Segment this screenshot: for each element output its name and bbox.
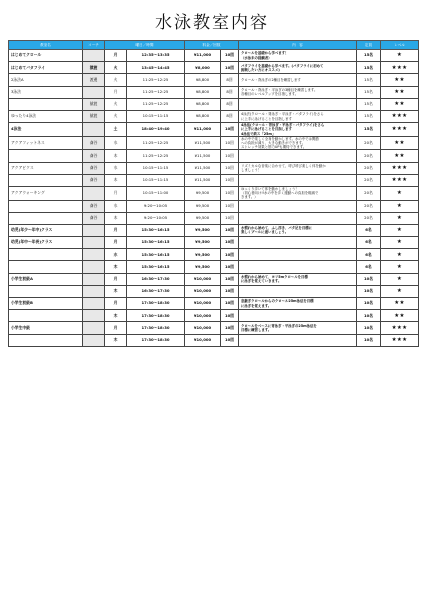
table-row bbox=[9, 86, 419, 98]
coach-cell bbox=[83, 298, 105, 310]
time-cell: 17:30〜18:30 bbox=[127, 322, 185, 334]
class-name-cell bbox=[9, 200, 83, 212]
fee-cell: ¥11,000 bbox=[185, 123, 221, 137]
table-row bbox=[9, 212, 419, 224]
time-cell: 11:25〜12:25 bbox=[127, 136, 185, 150]
capacity-cell: 20名 bbox=[357, 150, 381, 162]
capacity-cell: 15名 bbox=[357, 50, 381, 62]
day-cell: 水 bbox=[105, 200, 127, 212]
description-cell bbox=[239, 249, 357, 261]
class-name-cell bbox=[9, 285, 83, 297]
class-name-cell: アクアビクス bbox=[9, 162, 83, 174]
table-row bbox=[9, 123, 419, 137]
day-cell: 土 bbox=[105, 123, 127, 137]
time-cell: 13:45〜14:45 bbox=[127, 62, 185, 74]
coach-cell: 猿渡 bbox=[83, 98, 105, 110]
count-cell: 8回 bbox=[221, 74, 239, 86]
count-cell: 10回 bbox=[221, 212, 239, 224]
count-cell: 10回 bbox=[221, 150, 239, 162]
time-cell: 10:15〜11:15 bbox=[127, 162, 185, 174]
level-stars-cell: ★★ bbox=[381, 74, 419, 86]
class-name-cell: 4泳法 bbox=[9, 123, 83, 137]
class-name-cell bbox=[9, 212, 83, 224]
capacity-cell: 10名 bbox=[357, 298, 381, 310]
day-cell: 月 bbox=[105, 273, 127, 285]
day-cell: 火 bbox=[105, 62, 127, 74]
count-cell: 10回 bbox=[221, 174, 239, 186]
description-cell: 水慣れから始めて、ヨリ5mクロールを目標 に泳ぎを覚えていきます。 bbox=[239, 273, 357, 285]
capacity-cell: 15名 bbox=[357, 98, 381, 110]
coach-cell: 猿渡 bbox=[83, 110, 105, 122]
table-row bbox=[9, 110, 419, 122]
level-stars-cell: ★ bbox=[381, 237, 419, 249]
description-cell bbox=[239, 98, 357, 110]
table-row bbox=[9, 285, 419, 297]
table-header-row bbox=[9, 41, 419, 50]
coach-cell bbox=[83, 322, 105, 334]
coach-cell bbox=[83, 224, 105, 236]
coach-cell bbox=[83, 123, 105, 137]
coach-cell bbox=[83, 86, 105, 98]
capacity-cell: 20名 bbox=[357, 136, 381, 150]
count-cell: 10回 bbox=[221, 186, 239, 200]
day-cell: 木 bbox=[105, 150, 127, 162]
description-cell bbox=[239, 174, 357, 186]
time-cell: 9:20〜10:05 bbox=[127, 200, 185, 212]
level-stars-cell: ★★ bbox=[381, 150, 419, 162]
day-cell: 月 bbox=[105, 186, 127, 200]
table-row bbox=[9, 261, 419, 273]
coach-cell bbox=[83, 261, 105, 273]
table-row bbox=[9, 249, 419, 261]
capacity-cell: 15名 bbox=[357, 123, 381, 137]
description-cell: クロール・背泳ぎ・平泳ぎの3種目を練習します。 各種目のレベルアップを目指します。 bbox=[239, 86, 357, 98]
time-cell: 17:30〜18:30 bbox=[127, 334, 185, 346]
class-name-cell bbox=[9, 98, 83, 110]
coach-cell: 斎谷 bbox=[83, 136, 105, 150]
coach-cell bbox=[83, 285, 105, 297]
class-name-cell bbox=[9, 334, 83, 346]
time-cell: 10:15〜11:00 bbox=[127, 186, 185, 200]
fee-cell: ¥9,500 bbox=[185, 224, 221, 236]
day-cell: 火 bbox=[105, 98, 127, 110]
coach-cell: 斎谷 bbox=[83, 162, 105, 174]
description-cell: クロール・背泳ぎの2種目を練習します bbox=[239, 74, 357, 86]
table-row bbox=[9, 200, 419, 212]
day-cell: 木 bbox=[105, 261, 127, 273]
description-cell: バタフライを基礎から学べます。(バタフライに初めて 挑戦したい方にオススメ) bbox=[239, 62, 357, 74]
header-level: レベル bbox=[381, 41, 419, 50]
header-coach: コーチ bbox=[83, 41, 105, 50]
level-stars-cell: ★ bbox=[381, 273, 419, 285]
class-name-cell: はじめてバタフライ bbox=[9, 62, 83, 74]
fee-cell: ¥9,500 bbox=[185, 212, 221, 224]
class-name-cell bbox=[9, 261, 83, 273]
day-cell: 月 bbox=[105, 224, 127, 236]
table-row bbox=[9, 150, 419, 162]
fee-cell: ¥9,500 bbox=[185, 200, 221, 212]
fee-cell: ¥8,800 bbox=[185, 98, 221, 110]
time-cell: 16:30〜17:30 bbox=[127, 273, 185, 285]
time-cell: 15:30〜16:15 bbox=[127, 224, 185, 236]
description-cell: クロールを基礎から学べます！ （水泳未の経験者） bbox=[239, 50, 357, 62]
level-stars-cell: ★★★ bbox=[381, 123, 419, 137]
level-stars-cell: ★ bbox=[381, 285, 419, 297]
class-name-cell: 幼児(年中〜年長)クラス bbox=[9, 237, 83, 249]
coach-cell bbox=[83, 237, 105, 249]
level-stars-cell: ★★★ bbox=[381, 110, 419, 122]
day-cell: 月 bbox=[105, 50, 127, 62]
table-row bbox=[9, 136, 419, 150]
day-cell: 木 bbox=[105, 310, 127, 322]
header-class-name: 教室名 bbox=[9, 41, 83, 50]
page-title: 水泳教室内容 bbox=[155, 13, 269, 33]
level-stars-cell: ★★★ bbox=[381, 174, 419, 186]
fee-cell: ¥10,000 bbox=[185, 322, 221, 334]
fee-cell: ¥9,500 bbox=[185, 237, 221, 249]
fee-cell: ¥8,800 bbox=[185, 74, 221, 86]
header-day-time: 曜日／時間 bbox=[105, 41, 185, 50]
time-cell: 10:15〜11:15 bbox=[127, 110, 185, 122]
day-cell: 水 bbox=[105, 162, 127, 174]
coach-cell: 渡邊 bbox=[83, 74, 105, 86]
class-name-cell: 小学生初級A bbox=[9, 273, 83, 285]
description-cell bbox=[239, 261, 357, 273]
capacity-cell: 6名 bbox=[357, 261, 381, 273]
class-name-cell: 小学生中級 bbox=[9, 322, 83, 334]
description-cell: 4泳法(クロール・背泳ぎ・平泳ぎ・バタフライ)をさら に上手に泳げることを目指します bbox=[239, 110, 357, 122]
day-cell: 水 bbox=[105, 136, 127, 150]
day-cell: 月 bbox=[105, 86, 127, 98]
description-cell bbox=[239, 310, 357, 322]
count-cell: 10回 bbox=[221, 136, 239, 150]
time-cell: 10:15〜11:15 bbox=[127, 174, 185, 186]
time-cell: 16:30〜17:30 bbox=[127, 285, 185, 297]
table-row bbox=[9, 273, 419, 285]
header-capacity: 定員 bbox=[357, 41, 381, 50]
count-cell: 10回 bbox=[221, 62, 239, 74]
table-row bbox=[9, 162, 419, 174]
coach-cell: 斎谷 bbox=[83, 150, 105, 162]
count-cell: 8回 bbox=[221, 98, 239, 110]
class-name-cell: 3泳法 bbox=[9, 86, 83, 98]
description-cell bbox=[239, 150, 357, 162]
capacity-cell: 10名 bbox=[357, 310, 381, 322]
coach-cell: 斎谷 bbox=[83, 200, 105, 212]
coach-cell: 猿渡 bbox=[83, 62, 105, 74]
count-cell: 10回 bbox=[221, 310, 239, 322]
description-cell bbox=[239, 212, 357, 224]
fee-cell: ¥11,500 bbox=[185, 162, 221, 174]
capacity-cell: 6名 bbox=[357, 237, 381, 249]
fee-cell: ¥8,800 bbox=[185, 110, 221, 122]
count-cell: 8回 bbox=[221, 86, 239, 98]
class-name-cell bbox=[9, 150, 83, 162]
capacity-cell: 15名 bbox=[357, 62, 381, 74]
level-stars-cell: ★ bbox=[381, 224, 419, 236]
description-cell: 息継ぎクロールからのクロール25m泳法を目標 に泳ぎを覚えます。 bbox=[239, 298, 357, 310]
capacity-cell: 10名 bbox=[357, 334, 381, 346]
table-row bbox=[9, 310, 419, 322]
capacity-cell: 6名 bbox=[357, 249, 381, 261]
class-name-cell: 2泳法A bbox=[9, 74, 83, 86]
fee-cell: ¥11,500 bbox=[185, 136, 221, 150]
count-cell: 10回 bbox=[221, 200, 239, 212]
capacity-cell: 20名 bbox=[357, 186, 381, 200]
class-name-cell: 小学生初級B bbox=[9, 298, 83, 310]
level-stars-cell: ★★ bbox=[381, 298, 419, 310]
count-cell: 10回 bbox=[221, 285, 239, 297]
level-stars-cell: ★ bbox=[381, 200, 419, 212]
time-cell: 11:25〜12:25 bbox=[127, 74, 185, 86]
time-cell: 15:30〜16:15 bbox=[127, 261, 185, 273]
class-name-cell bbox=[9, 249, 83, 261]
time-cell: 17:30〜18:30 bbox=[127, 298, 185, 310]
description-cell bbox=[239, 200, 357, 212]
count-cell: 10回 bbox=[221, 298, 239, 310]
capacity-cell: 20名 bbox=[357, 162, 381, 174]
fee-cell: ¥10,000 bbox=[185, 334, 221, 346]
description-cell bbox=[239, 334, 357, 346]
fee-cell: ¥10,000 bbox=[185, 273, 221, 285]
capacity-cell: 10名 bbox=[357, 285, 381, 297]
day-cell: 火 bbox=[105, 110, 127, 122]
class-name-cell: 幼児(年少〜年中)クラス bbox=[9, 224, 83, 236]
table-row bbox=[9, 322, 419, 334]
class-name-cell: アクアウォーキング bbox=[9, 186, 83, 200]
level-stars-cell: ★ bbox=[381, 249, 419, 261]
header-fee-count: 料金／回数 bbox=[185, 41, 239, 50]
header-content: 内 容 bbox=[239, 41, 357, 50]
table-row bbox=[9, 62, 419, 74]
time-cell: 11:25〜12:25 bbox=[127, 150, 185, 162]
description-cell: 4泳法(クロール・背泳ぎ・平泳ぎ・バタフライ)をさら に上手に泳げることを目指します 4泳法で終ス「25m」 bbox=[239, 123, 357, 137]
capacity-cell: 15名 bbox=[357, 110, 381, 122]
fee-cell: ¥11,500 bbox=[185, 150, 221, 162]
time-cell: 18:40〜19:40 bbox=[127, 123, 185, 137]
time-cell: 11:25〜12:25 bbox=[127, 86, 185, 98]
capacity-cell: 6名 bbox=[357, 224, 381, 236]
coach-cell bbox=[83, 186, 105, 200]
day-cell: 火 bbox=[105, 74, 127, 86]
count-cell: 10回 bbox=[221, 322, 239, 334]
time-cell: 17:30〜18:30 bbox=[127, 310, 185, 322]
level-stars-cell: ★ bbox=[381, 186, 419, 200]
fee-cell: ¥10,000 bbox=[185, 285, 221, 297]
description-cell: リズミカルな音楽に合わせて、呼び呼び楽しく体を動か しましょう！ bbox=[239, 162, 357, 174]
level-stars-cell: ★ bbox=[381, 50, 419, 62]
level-stars-cell: ★ bbox=[381, 212, 419, 224]
day-cell: 木 bbox=[105, 334, 127, 346]
table-row bbox=[9, 98, 419, 110]
class-name-cell bbox=[9, 174, 83, 186]
capacity-cell: 20名 bbox=[357, 174, 381, 186]
class-schedule-table bbox=[8, 40, 419, 347]
level-stars-cell: ★★★ bbox=[381, 334, 419, 346]
fee-cell: ¥10,000 bbox=[185, 310, 221, 322]
coach-cell bbox=[83, 273, 105, 285]
day-cell: 水 bbox=[105, 249, 127, 261]
description-cell: クロールをベースに背泳ぎ・平泳ぎの25m泳法を 目標に練習します。 bbox=[239, 322, 357, 334]
coach-cell bbox=[83, 50, 105, 62]
description-cell bbox=[239, 285, 357, 297]
fee-cell: ¥8,800 bbox=[185, 86, 221, 98]
description-cell: 水慣れから始めて、ふし浮き、バタ足を目標に 楽しくプールに通いましょう。 bbox=[239, 224, 357, 236]
capacity-cell: 10名 bbox=[357, 322, 381, 334]
count-cell: 10回 bbox=[221, 334, 239, 346]
time-cell: 9:20〜10:05 bbox=[127, 212, 185, 224]
coach-cell bbox=[83, 249, 105, 261]
fee-cell: ¥8,000 bbox=[185, 62, 221, 74]
coach-cell: 斎谷 bbox=[83, 212, 105, 224]
table-row bbox=[9, 50, 419, 62]
level-stars-cell: ★★★ bbox=[381, 62, 419, 74]
coach-cell bbox=[83, 310, 105, 322]
capacity-cell: 10名 bbox=[357, 273, 381, 285]
fee-cell: ¥10,000 bbox=[185, 298, 221, 310]
class-name-cell: アクアフィットネス bbox=[9, 136, 83, 150]
day-cell: 月 bbox=[105, 322, 127, 334]
day-cell: 木 bbox=[105, 174, 127, 186]
count-cell: 10回 bbox=[221, 123, 239, 137]
fee-cell: ¥11,000 bbox=[185, 50, 221, 62]
day-cell: 木 bbox=[105, 212, 127, 224]
class-name-cell: はじめてクロール bbox=[9, 50, 83, 62]
capacity-cell: 20名 bbox=[357, 212, 381, 224]
level-stars-cell: ★★ bbox=[381, 98, 419, 110]
fee-cell: ¥9,500 bbox=[185, 249, 221, 261]
table-row bbox=[9, 224, 419, 236]
fee-cell: ¥11,500 bbox=[185, 174, 221, 186]
level-stars-cell: ★ bbox=[381, 261, 419, 273]
level-stars-cell: ★★ bbox=[381, 86, 419, 98]
count-cell: 10回 bbox=[221, 224, 239, 236]
level-stars-cell: ★★★ bbox=[381, 162, 419, 174]
table-row bbox=[9, 186, 419, 200]
count-cell: 10回 bbox=[221, 237, 239, 249]
time-cell: 11:25〜12:25 bbox=[127, 98, 185, 110]
coach-cell: 斎谷 bbox=[83, 174, 105, 186]
time-cell: 15:30〜16:15 bbox=[127, 249, 185, 261]
count-cell: 10回 bbox=[221, 162, 239, 174]
capacity-cell: 15名 bbox=[357, 86, 381, 98]
coach-cell bbox=[83, 334, 105, 346]
capacity-cell: 15名 bbox=[357, 74, 381, 86]
count-cell: 10回 bbox=[221, 273, 239, 285]
table-row bbox=[9, 298, 419, 310]
table-row bbox=[9, 74, 419, 86]
description-cell: 水の中で楽しく全身を動かします。水の中では関節 への負担が減り、大きな動きができます。 ストレッチ効果と筋力UPも期待できます。 bbox=[239, 136, 357, 150]
description-cell bbox=[239, 237, 357, 249]
class-name-cell: ゆったり4泳法 bbox=[9, 110, 83, 122]
count-cell: 10回 bbox=[221, 261, 239, 273]
class-name-cell bbox=[9, 310, 83, 322]
count-cell: 8回 bbox=[221, 110, 239, 122]
time-cell: 12:35〜13:35 bbox=[127, 50, 185, 62]
capacity-cell: 20名 bbox=[357, 200, 381, 212]
day-cell: 月 bbox=[105, 298, 127, 310]
level-stars-cell: ★★★ bbox=[381, 322, 419, 334]
description-cell: ゆっくり歩いて体を動かしましょう！ （初心者向け!!水の中を歩く運動への負担を軽減で きます。） bbox=[239, 186, 357, 200]
fee-cell: ¥9,500 bbox=[185, 261, 221, 273]
table-row bbox=[9, 334, 419, 346]
day-cell: 木 bbox=[105, 285, 127, 297]
level-stars-cell: ★★ bbox=[381, 310, 419, 322]
table-row bbox=[9, 174, 419, 186]
table-row bbox=[9, 237, 419, 249]
count-cell: 10回 bbox=[221, 50, 239, 62]
fee-cell: ¥9,500 bbox=[185, 186, 221, 200]
level-stars-cell: ★★ bbox=[381, 136, 419, 150]
day-cell: 月 bbox=[105, 237, 127, 249]
time-cell: 15:30〜16:15 bbox=[127, 237, 185, 249]
count-cell: 10回 bbox=[221, 249, 239, 261]
